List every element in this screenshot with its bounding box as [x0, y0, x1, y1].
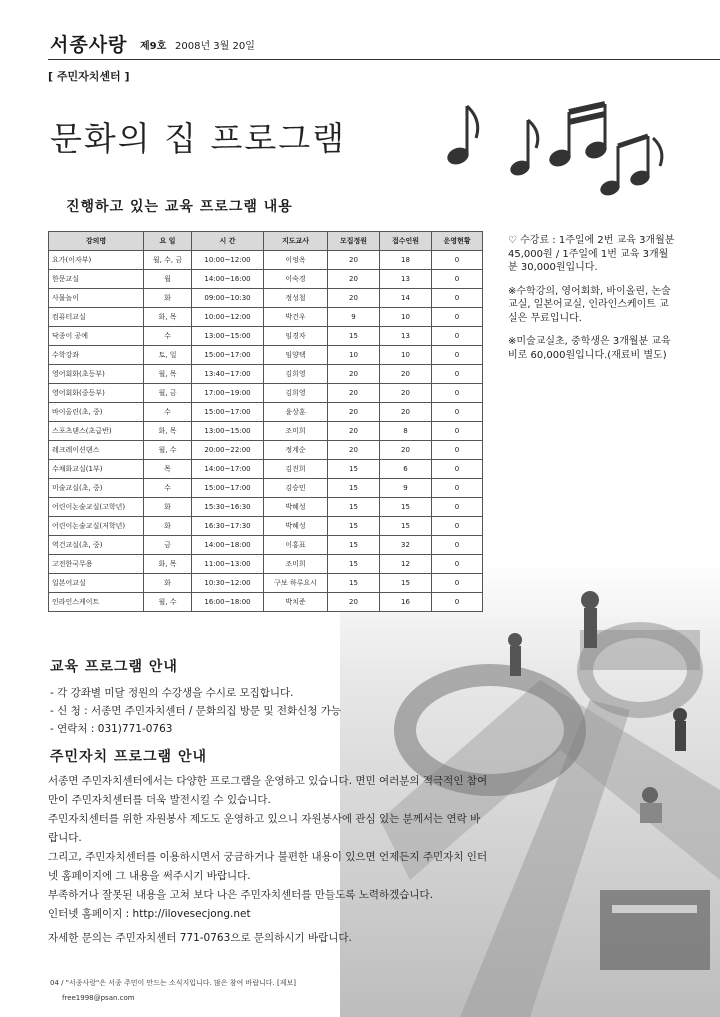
capacity-cell: 20 [328, 422, 380, 441]
teacher-cell: 이엉옥 [264, 251, 328, 270]
teacher-cell: 박혜성 [264, 517, 328, 536]
publication-title: 서종사랑 [50, 34, 128, 56]
section-tag: [ 주민자치센터 ] [48, 70, 130, 83]
course-name-cell: 레크레이션댄스 [49, 441, 144, 460]
fee-note: ♡ 수강료 : 1주일에 2번 교육 3개월분 45,000원 / 1주일에 1번 교육 3개월분 30,000원입니다. [508, 235, 675, 273]
time-cell: 10:00~12:00 [192, 308, 264, 327]
capacity-cell: 20 [328, 593, 380, 612]
capacity-cell: 10 [328, 346, 380, 365]
enrolled-cell: 6 [380, 460, 432, 479]
time-cell: 13:00~15:00 [192, 327, 264, 346]
status-cell: 0 [432, 422, 483, 441]
table-row [49, 403, 483, 422]
teacher-cell: 김희영 [264, 384, 328, 403]
day-cell: 목 [144, 460, 192, 479]
time-cell: 10:00~12:00 [192, 251, 264, 270]
status-cell: 0 [432, 308, 483, 327]
resident-program-heading: 주민자치 프로그램 안내 [50, 749, 207, 765]
day-cell: 월, 금 [144, 384, 192, 403]
table-row [49, 251, 483, 270]
col-header-status: 운영현황 [432, 232, 483, 251]
time-cell: 14:00~16:00 [192, 270, 264, 289]
status-cell: 0 [432, 365, 483, 384]
table-row [49, 346, 483, 365]
resident-program-text [48, 772, 488, 924]
status-cell: 0 [432, 346, 483, 365]
issue-number: 제9호 [140, 41, 167, 52]
issue-date: 2008년 3월 20일 [175, 41, 255, 52]
day-cell: 토, 일 [144, 346, 192, 365]
enrolled-cell: 32 [380, 536, 432, 555]
teacher-cell: 김승민 [264, 479, 328, 498]
teacher-cell: 김희영 [264, 365, 328, 384]
col-header-course: 강의명 [49, 232, 144, 251]
enrolled-cell: 10 [380, 346, 432, 365]
course-name-cell: 미술교실(초, 중) [49, 479, 144, 498]
day-cell: 화 [144, 574, 192, 593]
paragraph: 부족하거나 잘못된 내용을 고쳐 보다 나은 주민자치센터를 만들도록 노력하겠습니다. [48, 889, 434, 901]
course-name-cell: 인라인스케이트 [49, 593, 144, 612]
list-item: - 연락처 : 031)771-0763 [50, 723, 173, 735]
day-cell: 수 [144, 327, 192, 346]
capacity-cell: 15 [328, 479, 380, 498]
day-cell: 월, 수 [144, 441, 192, 460]
status-cell: 0 [432, 384, 483, 403]
homepage-link[interactable]: 인터넷 홈페이지 : http://ilovesecjong.net [48, 908, 251, 920]
footer-email[interactable]: free1998@psan.com [62, 994, 135, 1002]
status-cell: 0 [432, 517, 483, 536]
day-cell: 월 [144, 270, 192, 289]
capacity-cell: 15 [328, 555, 380, 574]
table-row [49, 365, 483, 384]
course-name-cell: 한문교실 [49, 270, 144, 289]
list-item: - 각 강좌별 미달 정원의 수강생을 수시로 모집합니다. [50, 687, 294, 699]
course-name-cell: 영어회화(중등부) [49, 384, 144, 403]
enrolled-cell: 12 [380, 555, 432, 574]
course-name-cell: 어린이논술교실(고학년) [49, 498, 144, 517]
paragraph: 그리고, 주민자치센터를 이용하시면서 궁금하거나 불편한 내용이 있으면 언제든지 주민자치 인터넷 홈페이지에 그 내용을 써주시기 바랍니다. [48, 851, 488, 882]
status-cell: 0 [432, 460, 483, 479]
day-cell: 화, 목 [144, 555, 192, 574]
enrolled-cell: 15 [380, 517, 432, 536]
course-name-cell: 역건교실(초, 중) [49, 536, 144, 555]
teacher-cell: 조미희 [264, 422, 328, 441]
table-row [49, 422, 483, 441]
table-header-row [49, 232, 483, 251]
col-header-day: 요 일 [144, 232, 192, 251]
enrolled-cell: 20 [380, 365, 432, 384]
teacher-cell: 박건우 [264, 308, 328, 327]
table-row [49, 517, 483, 536]
free-courses-note: ※수학강의, 영어회화, 바이올린, 논술교실, 일본어교실, 인라인스케이트 교실은 무료입니다. [508, 285, 671, 324]
status-cell: 0 [432, 289, 483, 308]
time-cell: 16:30~17:30 [192, 517, 264, 536]
paragraph: 주민자치센터를 위한 자원봉사 제도도 운영하고 있으니 자원봉사에 관심 있는 분께서는 연락 바랍니다. [48, 813, 481, 844]
time-cell: 15:30~16:30 [192, 498, 264, 517]
paragraph: 서종면 주민자치센터에서는 다양한 프로그램을 운영하고 있습니다. 면민 여러분의 적극적인 참여만이 주민자치센터를 더욱 발전시킬 수 있습니다. [48, 775, 488, 806]
subsection-title: 진행하고 있는 교육 프로그램 내용 [66, 199, 293, 215]
day-cell: 화, 목 [144, 308, 192, 327]
status-cell: 0 [432, 251, 483, 270]
enrolled-cell: 13 [380, 270, 432, 289]
day-cell: 화 [144, 289, 192, 308]
day-cell: 금 [144, 536, 192, 555]
capacity-cell: 20 [328, 270, 380, 289]
course-name-cell: 닥종이 공예 [49, 327, 144, 346]
teacher-cell: 구보 하루요시 [264, 574, 328, 593]
day-cell: 수 [144, 479, 192, 498]
time-cell: 20:00~22:00 [192, 441, 264, 460]
fee-notes [508, 234, 676, 372]
page-header [48, 30, 720, 60]
course-name-cell: 수학강좌 [49, 346, 144, 365]
enrolled-cell: 15 [380, 574, 432, 593]
table-row [49, 460, 483, 479]
capacity-cell: 15 [328, 536, 380, 555]
contact-line: 자세한 문의는 주민자치센터 771-0763으로 문의하시기 바랍니다. [48, 932, 352, 944]
enrolled-cell: 15 [380, 498, 432, 517]
time-cell: 11:00~13:00 [192, 555, 264, 574]
day-cell: 월, 목 [144, 365, 192, 384]
enrolled-cell: 20 [380, 403, 432, 422]
edu-program-list [50, 684, 341, 738]
teacher-cell: 정성철 [264, 289, 328, 308]
footer-text: 04 / "서종사랑"은 서종 주민이 만드는 소식지입니다. 많은 참여 바랍니다. [제보] [50, 979, 296, 987]
status-cell: 0 [432, 327, 483, 346]
course-name-cell: 요가(이자부) [49, 251, 144, 270]
teacher-cell: 임양택 [264, 346, 328, 365]
time-cell: 14:00~17:00 [192, 460, 264, 479]
time-cell: 09:00~10:30 [192, 289, 264, 308]
status-cell: 0 [432, 593, 483, 612]
course-name-cell: 바이올린(초, 중) [49, 403, 144, 422]
status-cell: 0 [432, 536, 483, 555]
table-row [49, 308, 483, 327]
table-row [49, 270, 483, 289]
status-cell: 0 [432, 498, 483, 517]
day-cell: 월, 수 [144, 593, 192, 612]
time-cell: 17:00~19:00 [192, 384, 264, 403]
capacity-cell: 15 [328, 327, 380, 346]
music-notes-icon [438, 98, 678, 200]
enrolled-cell: 20 [380, 441, 432, 460]
table-row [49, 441, 483, 460]
teacher-cell: 이홍표 [264, 536, 328, 555]
capacity-cell: 20 [328, 403, 380, 422]
list-item: - 신 청 : 서종면 주민자치센터 / 문화의집 방문 및 전화신청 가능 [50, 705, 342, 717]
time-cell: 13:40~17:00 [192, 365, 264, 384]
day-cell: 화, 목 [144, 422, 192, 441]
teacher-cell: 이숙경 [264, 270, 328, 289]
day-cell: 월, 수, 금 [144, 251, 192, 270]
enrolled-cell: 20 [380, 384, 432, 403]
capacity-cell: 15 [328, 574, 380, 593]
col-header-enrolled: 접수인원 [380, 232, 432, 251]
course-name-cell: 영어회화(초등부) [49, 365, 144, 384]
table-row [49, 574, 483, 593]
capacity-cell: 9 [328, 308, 380, 327]
table-row [49, 327, 483, 346]
table-row [49, 536, 483, 555]
table-row [49, 498, 483, 517]
time-cell: 16:00~18:00 [192, 593, 264, 612]
art-class-note: ※미술교실초, 중학생은 3개월분 교육비로 60,000원입니다.(재료비 별도) [508, 336, 671, 361]
teacher-cell: 윤상훈 [264, 403, 328, 422]
status-cell: 0 [432, 270, 483, 289]
enrolled-cell: 8 [380, 422, 432, 441]
capacity-cell: 15 [328, 460, 380, 479]
capacity-cell: 20 [328, 384, 380, 403]
teacher-cell: 정계순 [264, 441, 328, 460]
teacher-cell: 박치준 [264, 593, 328, 612]
enrolled-cell: 13 [380, 327, 432, 346]
status-cell: 0 [432, 574, 483, 593]
capacity-cell: 15 [328, 498, 380, 517]
col-header-capacity: 모집정원 [328, 232, 380, 251]
teacher-cell: 박혜성 [264, 498, 328, 517]
course-name-cell: 수채화교실(1부) [49, 460, 144, 479]
capacity-cell: 15 [328, 517, 380, 536]
table-body [49, 251, 483, 612]
col-header-teacher: 지도교사 [264, 232, 328, 251]
status-cell: 0 [432, 479, 483, 498]
time-cell: 10:30~12:00 [192, 574, 264, 593]
enrolled-cell: 18 [380, 251, 432, 270]
teacher-cell: 임경자 [264, 327, 328, 346]
edu-program-heading: 교육 프로그램 안내 [50, 659, 178, 675]
course-name-cell: 컴퓨터교실 [49, 308, 144, 327]
day-cell: 화 [144, 498, 192, 517]
time-cell: 15:00~17:00 [192, 479, 264, 498]
enrolled-cell: 16 [380, 593, 432, 612]
status-cell: 0 [432, 403, 483, 422]
course-name-cell: 사물놀이 [49, 289, 144, 308]
table-row [49, 479, 483, 498]
course-name-cell: 어린이논술교실(저학년) [49, 517, 144, 536]
capacity-cell: 20 [328, 289, 380, 308]
table-row [49, 593, 483, 612]
time-cell: 15:00~17:00 [192, 346, 264, 365]
course-name-cell: 일본어교실 [49, 574, 144, 593]
status-cell: 0 [432, 555, 483, 574]
capacity-cell: 20 [328, 441, 380, 460]
col-header-time: 시 간 [192, 232, 264, 251]
day-cell: 수 [144, 403, 192, 422]
time-cell: 15:00~17:00 [192, 403, 264, 422]
course-name-cell: 스포츠댄스(초급반) [49, 422, 144, 441]
status-cell: 0 [432, 441, 483, 460]
day-cell: 화 [144, 517, 192, 536]
time-cell: 13:00~15:00 [192, 422, 264, 441]
program-table [48, 231, 483, 612]
capacity-cell: 20 [328, 365, 380, 384]
enrolled-cell: 14 [380, 289, 432, 308]
teacher-cell: 조미희 [264, 555, 328, 574]
time-cell: 14:00~18:00 [192, 536, 264, 555]
table-row [49, 384, 483, 403]
course-name-cell: 고전한국무용 [49, 555, 144, 574]
teacher-cell: 김진희 [264, 460, 328, 479]
capacity-cell: 20 [328, 251, 380, 270]
enrolled-cell: 9 [380, 479, 432, 498]
page-title: 문화의 집 프로그램 [50, 119, 347, 158]
table-row [49, 289, 483, 308]
table-row [49, 555, 483, 574]
enrolled-cell: 10 [380, 308, 432, 327]
